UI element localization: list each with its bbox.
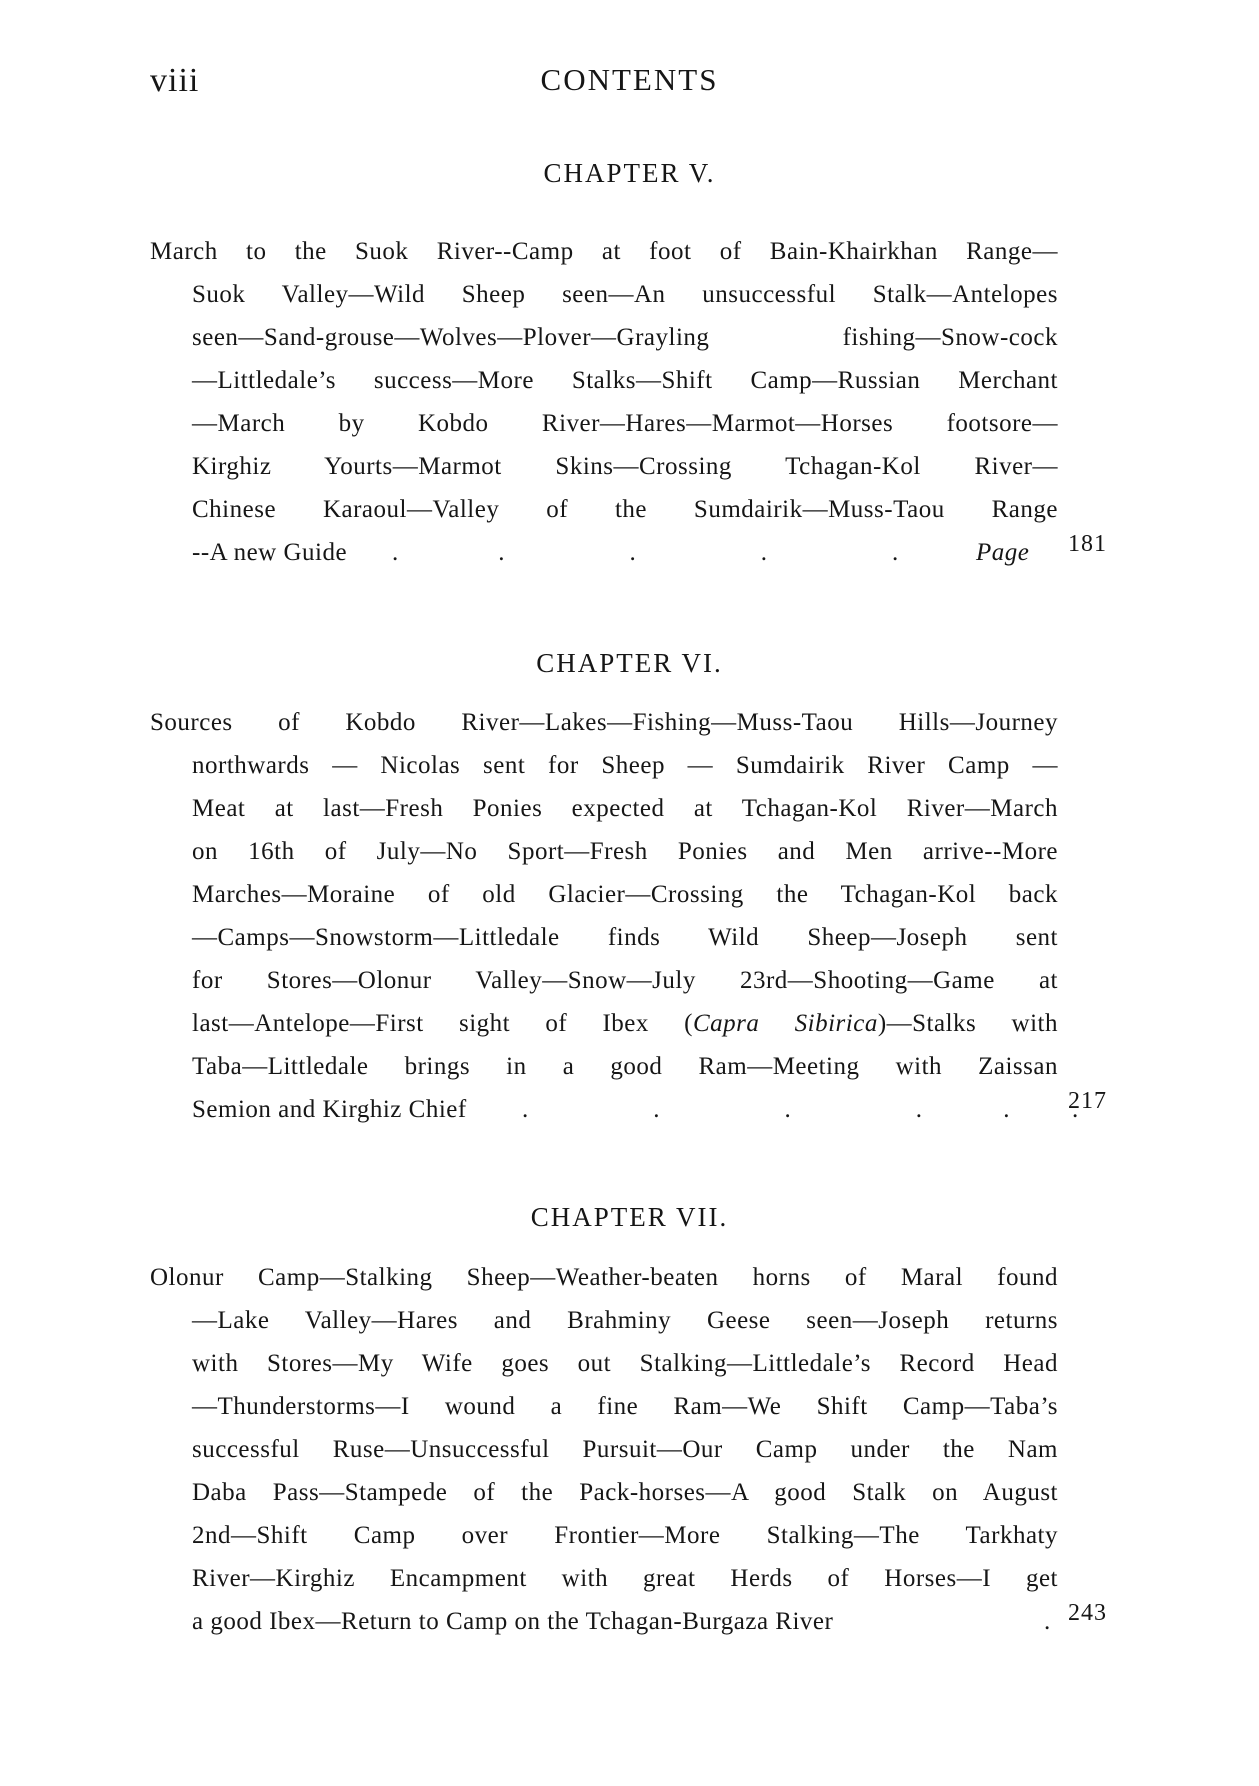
- synopsis-line: seen—Sand-grouse—Wolves—Plover—Grayling fishing—Snow-cock: [192, 324, 1058, 351]
- synopsis-line: last—Antelope—First sight of Ibex (Capra Sibirica)—Stalks with: [192, 1010, 1058, 1037]
- synopsis-last-line: [192, 1600, 1058, 1643]
- synopsis-line: Sources of Kobdo River—Lakes—Fishing—Muss-Taou Hills—Journey: [150, 709, 1058, 736]
- synopsis-line: —Lake Valley—Hares and Brahminy Geese seen—Joseph returns: [192, 1307, 1058, 1334]
- synopsis-line: March to the Suok River--Camp at foot of Bain-Khairkhan Range—: [150, 238, 1058, 265]
- synopsis-line: Kirghiz Yourts—Marmot Skins—Crossing Tchagan-Kol River—: [192, 453, 1058, 480]
- chapter-heading-vi: CHAPTER VI.: [536, 648, 723, 678]
- running-head-title: CONTENTS: [540, 62, 719, 97]
- chapter-heading-v: CHAPTER V.: [543, 158, 716, 188]
- chapter-vi-synopsis: [150, 701, 1079, 1131]
- chapter-vii-synopsis: [150, 1256, 1058, 1643]
- synopsis-line: Olonur Camp—Stalking Sheep—Weather-beaten horns of Maral found: [150, 1264, 1058, 1291]
- synopsis-line-text: Semion and Kirghiz Chief: [192, 1096, 467, 1123]
- synopsis-line: with Stores—My Wife goes out Stalking—Littledale’s Record Head: [192, 1350, 1058, 1377]
- synopsis-line: northwards — Nicolas sent for Sheep — Sumdairik River Camp —: [192, 752, 1058, 779]
- synopsis-line: River—Kirghiz Encampment with great Herds of Horses—I get: [192, 1565, 1058, 1592]
- synopsis-line-text: a good Ibex—Return to Camp on the Tchagan-Burgaza River: [192, 1608, 834, 1635]
- page-label: Page: [976, 539, 1030, 566]
- synopsis-line-text: --A new Guide: [192, 539, 348, 566]
- page-number-ch5: 181: [1068, 531, 1107, 557]
- chapter-heading-vii: CHAPTER VII.: [530, 1202, 729, 1232]
- synopsis-last-line: [192, 531, 1058, 574]
- synopsis-line: —Thunderstorms—I wound a fine Ram—We Shift Camp—Taba’s: [192, 1393, 1058, 1420]
- dot-leaders: . . . . .: [392, 539, 899, 566]
- synopsis-line: Chinese Karaoul—Valley of the Sumdairik—Muss-Taou Range: [192, 496, 1058, 523]
- synopsis-line: successful Ruse—Unsuccessful Pursuit—Our Camp under the Nam: [192, 1436, 1058, 1463]
- synopsis-line: Daba Pass—Stampede of the Pack-horses—A good Stalk on August: [192, 1479, 1058, 1506]
- synopsis-line: Taba—Littledale brings in a good Ram—Meeting with Zaissan: [192, 1053, 1058, 1080]
- dot-leaders: . . . . . .: [522, 1096, 1079, 1123]
- species-name: Capra Sibirica: [692, 1010, 878, 1037]
- synopsis-line: 2nd—Shift Camp over Frontier—More Stalking—The Tarkhaty: [192, 1522, 1058, 1549]
- synopsis-line: on 16th of July—No Sport—Fresh Ponies and Men arrive--More: [192, 838, 1058, 865]
- synopsis-line: for Stores—Olonur Valley—Snow—July 23rd—Shooting—Game at: [192, 967, 1058, 994]
- page-folio: viii: [150, 62, 200, 99]
- chapter-v-synopsis: [150, 230, 1058, 574]
- synopsis-line: —Camps—Snowstorm—Littledale finds Wild Sheep—Joseph sent: [192, 924, 1058, 951]
- synopsis-last-line: [192, 1088, 1079, 1131]
- synopsis-line: —Littledale’s success—More Stalks—Shift Camp—Russian Merchant: [192, 367, 1058, 394]
- synopsis-line: Marches—Moraine of old Glacier—Crossing the Tchagan-Kol back: [192, 881, 1058, 908]
- synopsis-line: Suok Valley—Wild Sheep seen—An unsuccessful Stalk—Antelopes: [192, 281, 1058, 308]
- synopsis-line: —March by Kobdo River—Hares—Marmot—Horses footsore—: [192, 410, 1058, 437]
- synopsis-line: Meat at last—Fresh Ponies expected at Tchagan-Kol River—March: [192, 795, 1058, 822]
- page-number-ch6: 217: [1068, 1088, 1107, 1114]
- page-number-ch7: 243: [1068, 1600, 1107, 1626]
- dot-leaders: .: [1044, 1608, 1051, 1635]
